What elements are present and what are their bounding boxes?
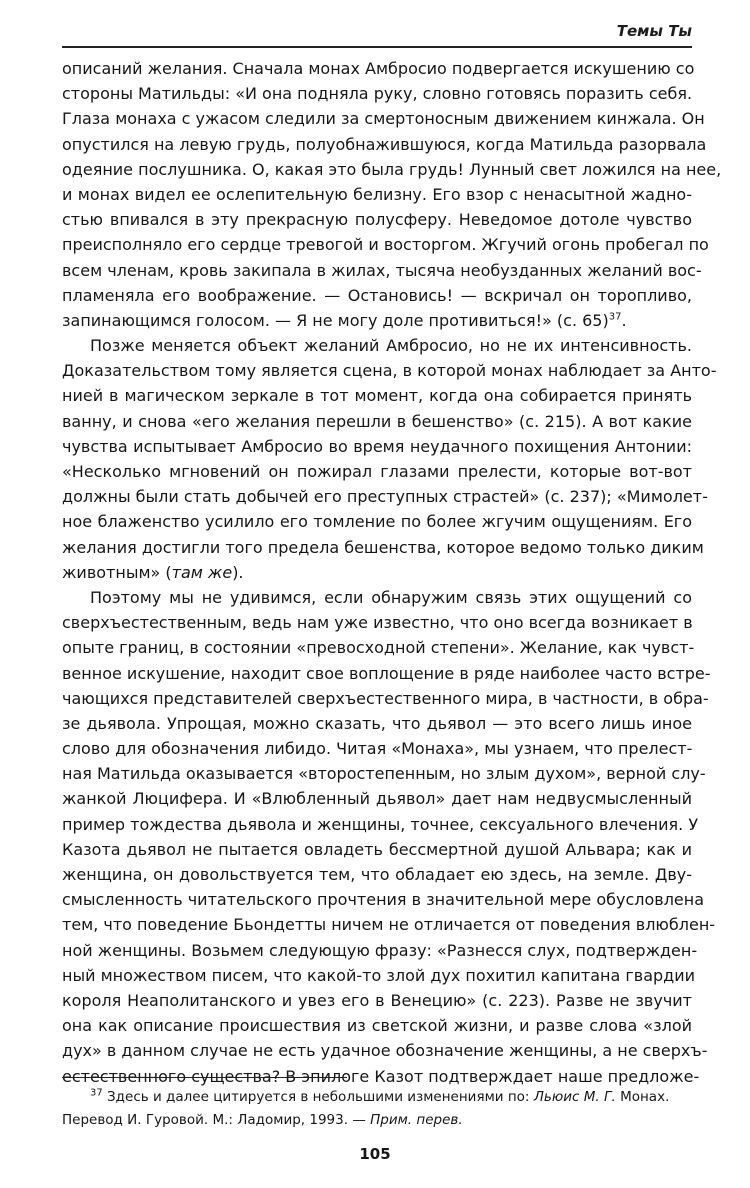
text-line: должны были стать добычей его преступных страстей» (с. 237); «Мимолет- bbox=[62, 487, 708, 507]
text-line: стью впивался в эту прекрасную полусферу. Неведомое дотоле чувство bbox=[62, 210, 692, 230]
text-fragment: запинающимся голосом. — Я не могу доле противиться!» (с. 65) bbox=[62, 310, 609, 330]
text-line: и монах видел ее ослепительную белизну. Его взор с ненасытной жадно- bbox=[62, 184, 692, 204]
text-line: всем членам, кровь закипала в жилах, тысяча необузданных желаний вос- bbox=[62, 260, 702, 280]
text-line: одеяние послушника. О, какая это была грудь! Лунный свет ложился на нее, bbox=[62, 159, 722, 179]
text-line: Позже меняется объект желаний Амбросио, но не их интенсивность. bbox=[90, 336, 692, 356]
main-text bbox=[62, 56, 722, 1089]
text-line: сверхъестественным, ведь нам уже известно, что оно всегда возникает в bbox=[62, 613, 693, 633]
text-line: дух» в данном случае не есть удачное обозначение женщины, а не сверхъ- bbox=[62, 1041, 708, 1061]
text-line: желания достигли того предела бешенства, которое ведомо только диким bbox=[62, 537, 704, 557]
running-head: Темы Ты bbox=[616, 22, 692, 40]
text-line: пламеняла его воображение. — Остановись! — вскричал он торопливо, bbox=[62, 285, 692, 305]
text-line: она как описание происшествия из светской жизни, и разве слова «злой bbox=[62, 1016, 692, 1036]
text-fragment: . bbox=[621, 310, 627, 330]
text-line: описаний желания. Сначала монах Амбросио подвергается искушению со bbox=[62, 59, 695, 78]
text-line: ная Матильда оказывается «второстепенным, но злым духом», верной слу- bbox=[62, 764, 706, 784]
text-line: Казота дьявол не пытается овладеть бессмертной душой Альвара; как и bbox=[62, 839, 692, 859]
text-line: Глаза монаха с ужасом следили за смертоносным движением кинжала. Он bbox=[62, 109, 705, 129]
text-fragment: Перевод И. Гуровой. М.: Ладомир, 1993. — bbox=[62, 1112, 371, 1128]
text-fragment: ). bbox=[232, 562, 244, 582]
text-line: Доказательством тому является сцена, в которой монах наблюдает за Анто- bbox=[62, 361, 717, 381]
text-line: преисполняло его сердце тревогой и восторгом. Жгучий огонь пробегал по bbox=[62, 235, 709, 255]
text-line: смысленность читательского прочтения в значительной мере обусловлена bbox=[62, 890, 705, 910]
footnote-line bbox=[62, 1109, 692, 1132]
footnote-number: 37 bbox=[90, 1087, 103, 1099]
text-fragment: животным» ( bbox=[62, 562, 172, 582]
footnote-separator bbox=[62, 1077, 347, 1078]
text-line: стороны Матильды: «И она подняла руку, словно готовясь поразить себя. bbox=[62, 84, 693, 104]
paragraph-1 bbox=[62, 56, 722, 333]
header-rule bbox=[62, 46, 692, 48]
text-fragment: Монах. bbox=[615, 1089, 670, 1105]
text-line: ное блаженство усилило его томление по более жгучим ощущениям. Его bbox=[62, 512, 692, 532]
text-line-last bbox=[62, 308, 692, 333]
footnote-line bbox=[62, 1086, 692, 1109]
text-line: зе дьявола. Упрощая, можно сказать, что дьявол — это всего лишь иное bbox=[62, 713, 692, 733]
text-line: Поэтому мы не удивимся, если обнаружим связь этих ощущений со bbox=[90, 587, 692, 607]
text-line: опыте границ, в состоянии «превосходной степени». Желание, как чувст- bbox=[62, 638, 695, 658]
paragraph-3 bbox=[62, 585, 716, 1089]
italic-reference: там же bbox=[171, 562, 233, 582]
footnote-reference: 37 bbox=[608, 311, 622, 323]
text-line: чающихся представителей сверхъестественного мира, в частности, в обра- bbox=[62, 688, 709, 708]
text-line-last bbox=[62, 560, 692, 585]
text-line: тем, что поведение Бьондетты ничем не отличается от поведения влюблен- bbox=[62, 915, 716, 935]
italic-note: Прим. перев. bbox=[370, 1112, 463, 1128]
text-line: ный множеством писем, что какой-то злой дух похитил капитана гвардии bbox=[62, 965, 696, 985]
text-line: «Несколько мгновений он пожирал глазами прелести, которые вот-вот bbox=[62, 462, 692, 481]
paragraph-2 bbox=[62, 333, 717, 585]
page-number: 105 bbox=[359, 1145, 391, 1163]
text-line: чувства испытывает Амбросио во время неудачного похищения Антонии: bbox=[62, 436, 692, 456]
text-line: жанкой Люцифера. И «Влюбленный дьявол» дает нам недвусмысленный bbox=[62, 789, 692, 809]
text-line: нией в магическом зеркале в тот момент, когда она собирается принять bbox=[62, 386, 692, 406]
text-line: короля Неаполитанского и увез его в Венецию» (с. 223). Разве не звучит bbox=[62, 990, 692, 1010]
text-line: ной женщины. Возьмем следующую фразу: «Разнесся слух, подтвержден- bbox=[62, 940, 698, 960]
text-line: женщина, он довольствуется тем, что обладает ею здесь, на земле. Дву- bbox=[62, 865, 692, 884]
text-line: слово для обозначения либидо. Читая «Монаха», мы узнаем, что прелест- bbox=[62, 739, 693, 759]
text-line: опустился на левую грудь, полуобнажившуюся, когда Матильда разорвала bbox=[62, 134, 707, 154]
text-line: естественного существа? В эпилоге Казот подтверждает наше предложе- bbox=[62, 1066, 700, 1086]
text-line: венное искушение, находит свое воплощение в ряде наиболее часто встре- bbox=[62, 663, 711, 683]
italic-author: Льюис М. Г. bbox=[533, 1089, 616, 1105]
text-line: пример тождества дьявола и женщины, точнее, сексуального влечения. У bbox=[62, 814, 699, 834]
text-fragment: Здесь и далее цитируется в небольшими изменениями по: bbox=[102, 1089, 534, 1105]
footnote bbox=[62, 1086, 692, 1132]
text-line: ванну, и снова «его желания перешли в бешенство» (с. 215). А вот какие bbox=[62, 411, 692, 431]
